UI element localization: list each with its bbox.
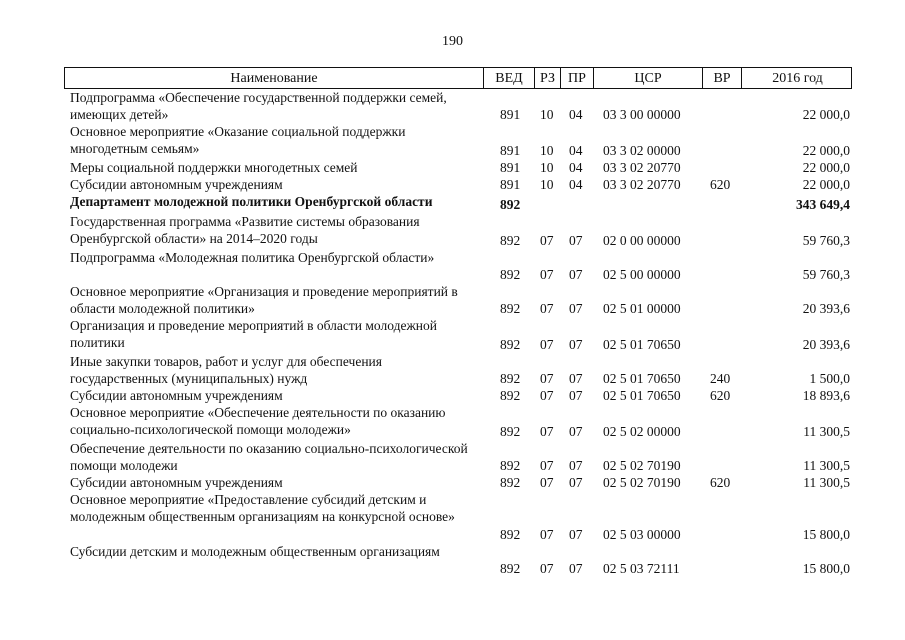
row-csr: 02 5 01 70650	[603, 337, 681, 352]
row-ved: 892	[500, 458, 521, 473]
row-amount: 18 893,6	[802, 388, 850, 403]
row-pr: 07	[569, 475, 583, 490]
row-ved: 892	[500, 267, 521, 282]
row-rz: 07	[540, 337, 554, 352]
row-ved: 892	[500, 197, 521, 212]
row-pr: 07	[569, 301, 583, 316]
row-name: Основное мероприятие «Обеспечение деятельности по оказанию социально-психологической помощи молодежи»	[70, 405, 446, 437]
row-ved: 892	[500, 301, 521, 316]
row-rz: 07	[540, 388, 554, 403]
table-row	[64, 123, 852, 159]
row-rz: 07	[540, 475, 554, 490]
header-vr: ВР	[713, 71, 731, 86]
table-row	[64, 249, 852, 283]
row-csr: 02 0 00 00000	[603, 233, 681, 248]
row-ved: 892	[500, 475, 521, 490]
row-ved: 892	[500, 424, 521, 439]
row-rz: 10	[540, 177, 554, 192]
row-amount: 20 393,6	[802, 301, 850, 316]
row-name: Государственная программа «Развитие системы образования Оренбургской области» на 2014–2020 годы	[70, 214, 420, 246]
row-name: Субсидии детским и молодежным общественным организациям	[70, 544, 440, 559]
row-ved: 891	[500, 160, 521, 175]
row-pr: 07	[569, 267, 583, 282]
row-pr: 04	[569, 143, 583, 158]
row-ved: 892	[500, 233, 521, 248]
row-name: Субсидии автономным учреждениям	[70, 475, 283, 490]
header-rz: РЗ	[540, 71, 555, 86]
table-row	[64, 89, 852, 123]
row-amount: 20 393,6	[802, 337, 850, 352]
row-csr: 02 5 02 70190	[603, 458, 681, 473]
row-csr: 02 5 01 70650	[603, 388, 681, 403]
table-row	[64, 159, 852, 176]
table-row	[64, 353, 852, 387]
row-amount: 22 000,0	[802, 160, 850, 175]
row-ved: 892	[500, 527, 521, 542]
table-row	[64, 317, 852, 353]
row-name: Департамент молодежной политики Оренбургской области	[70, 194, 433, 209]
row-pr: 07	[569, 337, 583, 352]
row-name: Меры социальной поддержки многодетных семей	[70, 160, 358, 175]
row-vr: 620	[710, 177, 731, 192]
row-name: Субсидии автономным учреждениям	[70, 177, 283, 192]
row-ved: 891	[500, 143, 521, 158]
row-pr: 04	[569, 160, 583, 175]
row-rz: 07	[540, 267, 554, 282]
row-rz: 07	[540, 233, 554, 248]
row-pr: 07	[569, 458, 583, 473]
row-pr: 07	[569, 233, 583, 248]
row-csr: 03 3 02 20770	[603, 160, 681, 175]
row-name: Основное мероприятие «Оказание социальной поддержки многодетным семьям»	[70, 124, 406, 156]
row-name: Иные закупки товаров, работ и услуг для обеспечения государственных (муниципальных) нужд	[70, 354, 382, 386]
row-amount: 15 800,0	[802, 561, 850, 576]
row-ved: 892	[500, 337, 521, 352]
table-header	[64, 67, 852, 89]
header-year: 2016 год	[772, 71, 823, 86]
row-ved: 891	[500, 107, 521, 122]
table-row	[64, 404, 852, 440]
budget-table	[64, 67, 852, 577]
row-pr: 07	[569, 371, 583, 386]
row-csr: 03 3 02 20770	[603, 177, 681, 192]
row-vr: 620	[710, 388, 731, 403]
row-ved: 891	[500, 177, 521, 192]
table-row	[64, 213, 852, 249]
header-ved: ВЕД	[495, 71, 523, 86]
row-amount: 22 000,0	[802, 177, 850, 192]
row-rz: 07	[540, 527, 554, 542]
row-name: Организация и проведение мероприятий в области молодежной политики	[70, 318, 437, 350]
row-amount: 11 300,5	[803, 424, 850, 439]
row-vr: 240	[710, 371, 731, 386]
table-row	[64, 193, 852, 213]
row-rz: 07	[540, 301, 554, 316]
row-pr: 07	[569, 388, 583, 403]
row-amount: 11 300,5	[803, 458, 850, 473]
row-rz: 07	[540, 424, 554, 439]
table-row	[64, 283, 852, 317]
row-rz: 07	[540, 458, 554, 473]
row-pr: 04	[569, 177, 583, 192]
table-row	[64, 387, 852, 404]
row-rz: 10	[540, 143, 554, 158]
row-amount: 59 760,3	[802, 233, 850, 248]
row-rz: 10	[540, 107, 554, 122]
row-csr: 02 5 03 72111	[603, 561, 680, 576]
row-pr: 07	[569, 424, 583, 439]
row-rz: 07	[540, 371, 554, 386]
table-row	[64, 440, 852, 474]
header-pr: ПР	[568, 71, 586, 86]
row-name: Обеспечение деятельности по оказанию социально-психологической помощи молодежи	[70, 441, 468, 473]
row-rz: 07	[540, 561, 554, 576]
row-vr: 620	[710, 475, 731, 490]
header-csr: ЦСР	[634, 71, 662, 86]
row-name: Субсидии автономным учреждениям	[70, 388, 283, 403]
row-pr: 07	[569, 561, 583, 576]
row-csr: 02 5 02 00000	[603, 424, 681, 439]
table-body	[64, 89, 852, 577]
row-amount: 22 000,0	[802, 143, 850, 158]
row-amount: 1 500,0	[809, 371, 850, 386]
table-row	[64, 543, 852, 577]
table-row	[64, 491, 852, 543]
row-name: Подпрограмма «Обеспечение государственной поддержки семей, имеющих детей»	[70, 90, 447, 122]
row-amount: 11 300,5	[803, 475, 850, 490]
row-ved: 892	[500, 371, 521, 386]
row-name: Основное мероприятие «Организация и проведение мероприятий в области молодежной политики»	[70, 284, 458, 316]
row-amount: 22 000,0	[802, 107, 850, 122]
row-ved: 892	[500, 561, 521, 576]
row-csr: 02 5 03 00000	[603, 527, 681, 542]
row-amount: 343 649,4	[796, 197, 850, 212]
row-csr: 03 3 02 00000	[603, 143, 681, 158]
row-amount: 59 760,3	[802, 267, 850, 282]
row-amount: 15 800,0	[802, 527, 850, 542]
row-csr: 02 5 00 00000	[603, 267, 681, 282]
table-row	[64, 474, 852, 491]
header-name: Наименование	[230, 71, 318, 86]
row-pr: 04	[569, 107, 583, 122]
row-csr: 02 5 02 70190	[603, 475, 681, 490]
page-number: 190	[442, 34, 463, 49]
row-name: Основное мероприятие «Предоставление субсидий детским и молодежным общественным организациям на конкурсной основе»	[70, 492, 455, 524]
row-csr: 02 5 01 70650	[603, 371, 681, 386]
row-ved: 892	[500, 388, 521, 403]
table-row	[64, 176, 852, 193]
row-csr: 02 5 01 00000	[603, 301, 681, 316]
row-csr: 03 3 00 00000	[603, 107, 681, 122]
row-rz: 10	[540, 160, 554, 175]
row-pr: 07	[569, 527, 583, 542]
row-name: Подпрограмма «Молодежная политика Оренбургской области»	[70, 250, 435, 265]
